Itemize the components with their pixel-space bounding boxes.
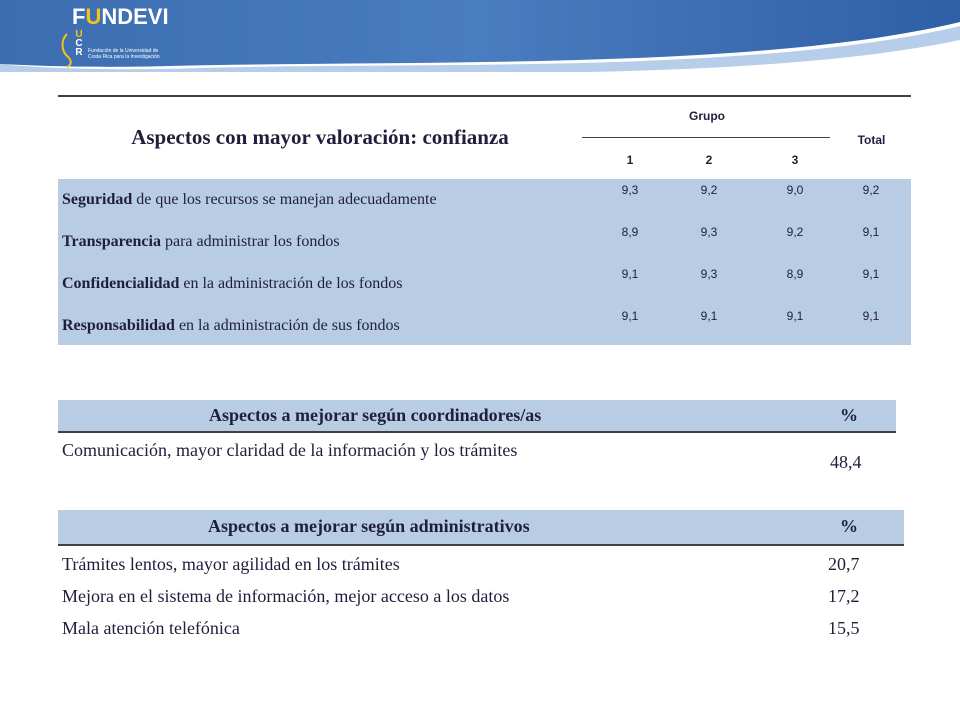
cell-group-2: 9,1: [700, 309, 718, 323]
row-label: [62, 191, 437, 209]
row-label-rest: en la administración de los fondos: [179, 275, 403, 292]
row-label: [62, 317, 400, 335]
logo-letter-c: C: [75, 38, 83, 49]
administrative-row-value: 20,7: [828, 554, 860, 574]
cell-group-1: 8,9: [621, 225, 639, 239]
cell-total: 9,1: [862, 267, 880, 281]
cell-total: 9,2: [862, 183, 880, 197]
confidence-table: [58, 95, 911, 345]
confidence-table-body: [58, 179, 911, 345]
confidence-table-header: [58, 95, 911, 179]
group-col-1: 1: [626, 153, 634, 167]
group-header-divider: [582, 137, 830, 138]
administrative-row-value: 15,5: [828, 618, 860, 638]
administrative-row-value: 17,2: [828, 586, 860, 606]
coordinators-table-header: [58, 400, 896, 433]
administrative-row-text: Trámites lentos, mayor agilidad en los trámites: [62, 554, 400, 574]
cell-total: 9,1: [862, 225, 880, 239]
cell-group-2: 9,3: [700, 225, 718, 239]
logo-side-letters: [74, 30, 84, 57]
group-col-2: 2: [705, 153, 713, 167]
row-label: [62, 233, 340, 251]
logo-title: [72, 4, 169, 30]
logo-title-ndevi: NDEVI: [101, 4, 169, 29]
cell-group-3: 8,9: [786, 267, 804, 281]
administrative-row-text: Mejora en el sistema de información, mejor acceso a los datos: [62, 586, 510, 606]
cell-total: 9,1: [862, 309, 880, 323]
row-label-rest: para administrar los fondos: [160, 233, 340, 250]
administrative-table-header: [58, 510, 904, 546]
row-label: [62, 275, 402, 293]
logo-title-u: U: [85, 4, 102, 29]
logo-subtitle: Fundación de la Universidad de Costa Rica para la Investigación: [88, 48, 160, 60]
total-header: Total: [857, 133, 886, 147]
cell-group-3: 9,0: [786, 183, 804, 197]
row-label-bold: Responsabilidad: [62, 317, 175, 334]
administrative-table: [58, 510, 904, 660]
table-row: [58, 263, 911, 303]
table-row: [58, 179, 911, 219]
logo-letter-u: U: [75, 29, 83, 40]
cell-group-3: 9,2: [786, 225, 804, 239]
cell-group-1: 9,1: [621, 267, 639, 281]
coordinators-table: [58, 400, 904, 480]
cell-group-3: 9,1: [786, 309, 804, 323]
coordinators-row-value: 48,4: [830, 452, 862, 472]
row-label-rest: de que los recursos se manejan adecuadamente: [132, 191, 437, 208]
cell-group-1: 9,1: [621, 309, 639, 323]
row-label-bold: Transparencia: [62, 233, 161, 250]
administrative-row-text: Mala atención telefónica: [62, 618, 240, 638]
group-header: Grupo: [689, 109, 725, 123]
administrative-table-title: Aspectos a mejorar según administrativos: [208, 516, 530, 536]
group-col-3: 3: [791, 153, 799, 167]
logo-swirl-icon: [60, 32, 74, 68]
coordinators-table-title: Aspectos a mejorar según coordinadores/as: [209, 405, 542, 425]
row-label-bold: Confidencialidad: [62, 275, 180, 292]
cell-group-1: 9,3: [621, 183, 639, 197]
coordinators-row-text: Comunicación, mayor claridad de la información y los trámites: [62, 440, 518, 460]
fundevi-logo: [60, 4, 180, 68]
logo-title-f: F: [72, 4, 86, 29]
cell-group-2: 9,2: [700, 183, 718, 197]
coordinators-pct-header: %: [840, 405, 858, 425]
table-row: [58, 221, 911, 261]
table-row: [58, 305, 911, 345]
row-label-rest: en la administración de sus fondos: [174, 317, 400, 334]
cell-group-2: 9,3: [700, 267, 718, 281]
confidence-table-title: Aspectos con mayor valoración: confianza: [131, 125, 509, 149]
administrative-pct-header: %: [840, 516, 858, 536]
row-label-bold: Seguridad: [62, 191, 133, 208]
logo-letter-r: R: [75, 47, 83, 58]
